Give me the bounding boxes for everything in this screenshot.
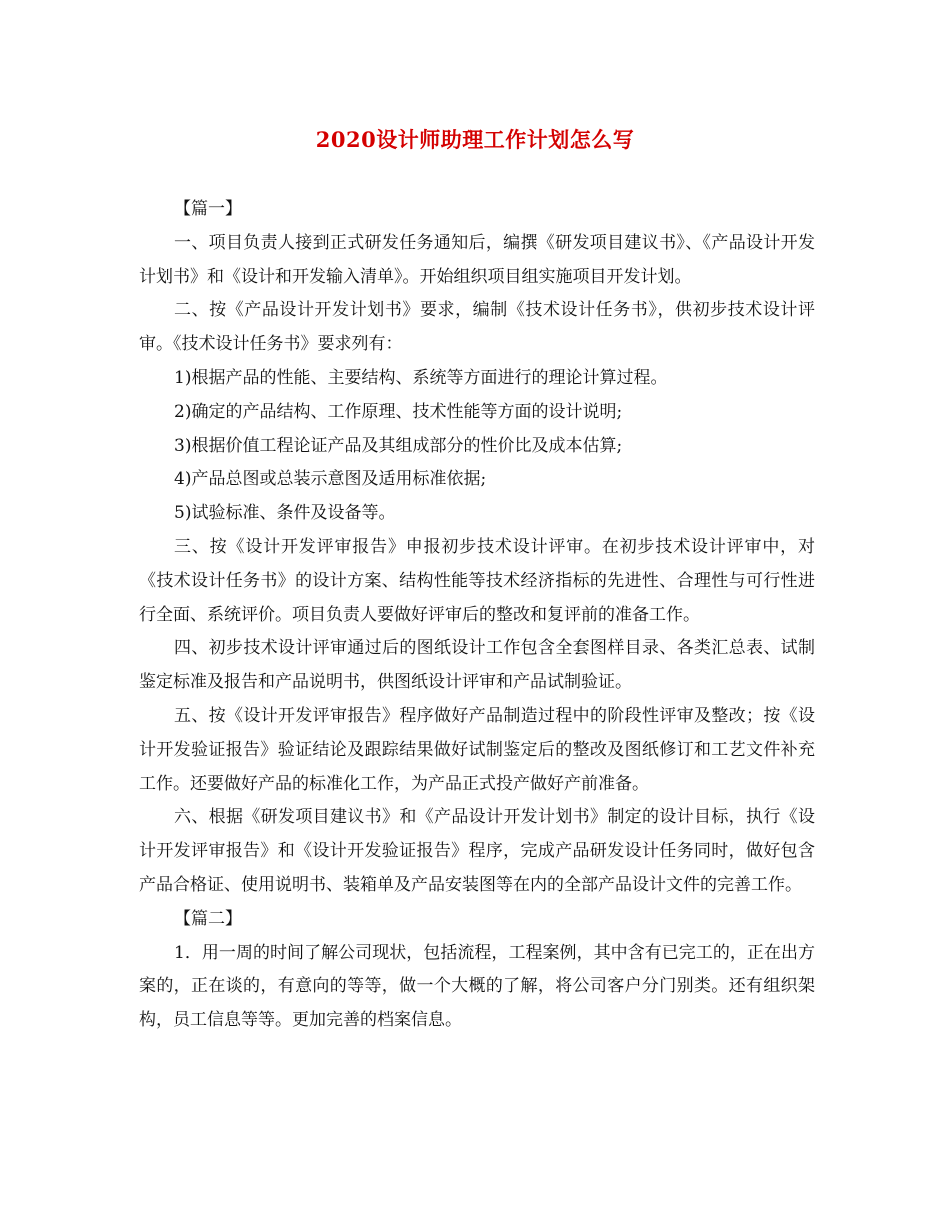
list-item: 1)根据产品的性能、主要结构、系统等方面进行的理论计算过程。 (174, 367, 668, 388)
list-item: 2)确定的产品结构、工作原理、技术性能等方面的设计说明; (174, 401, 623, 422)
section-heading-2: 【篇二】 (174, 908, 242, 929)
list-item: 3)根据价值工程论证产品及其组成部分的性价比及成本估算; (174, 435, 623, 456)
list-item: 5)试验标准、条件及设备等。 (174, 503, 396, 524)
list-item: 4)产品总图或总装示意图及适用标准依据; (174, 469, 487, 490)
section-heading-1: 【篇一】 (174, 199, 242, 219)
document-title: 2020设计师助理工作计划怎么写 (315, 127, 635, 152)
paragraph-7: 1．用一周的时间了解公司现状，包括流程，工程案例，其中含有已完工的，正在出方案的，正在谈的，有意向的等等，做一个大概的了解，将公司客户分门别类。还有组织架构，员工信息等等。更加完善的档案信息。 (139, 942, 815, 1031)
paragraph-1: 一、项目负责人接到正式研发任务通知后，编撰《研发项目建议书》、《产品设计开发计划书》和《设计和开发输入清单》。开始组织项目组实施项目开发计划。 (139, 232, 815, 287)
paragraph-4: 四、初步技术设计评审通过后的图纸设计工作包含全套图样目录、各类汇总表、试制鉴定标准及报告和产品说明书，供图纸设计评审和产品试制验证。 (139, 638, 815, 693)
paragraph-5: 五、按《设计开发评审报告》程序做好产品制造过程中的阶段性评审及整改；按《设计开发验证报告》验证结论及跟踪结果做好试制鉴定后的整改及图纸修订和工艺文件补充工作。还要做好产品的标准化工作，为产品正式投产做好产前准备。 (139, 705, 815, 794)
paragraph-2: 二、按《产品设计开发计划书》要求，编制《技术设计任务书》，供初步技术设计评审。《技术设计任务书》要求列有： (139, 300, 815, 355)
document-body (139, 193, 815, 1038)
paragraph-3: 三、按《设计开发评审报告》申报初步技术设计评审。在初步技术设计评审中，对《技术设计任务书》的设计方案、结构性能等技术经济指标的先进性、合理性与可行性进行全面、系统评价。项目负责人要做好评审后的整改和复评前的准备工作。 (139, 536, 815, 625)
paragraph-6: 六、根据《研发项目建议书》和《产品设计开发计划书》制定的设计目标，执行《设计开发评审报告》和《设计开发验证报告》程序，完成产品研发设计任务同时，做好包含产品合格证、使用说明书、装箱单及产品安装图等在内的全部产品设计文件的完善工作。 (139, 807, 815, 895)
